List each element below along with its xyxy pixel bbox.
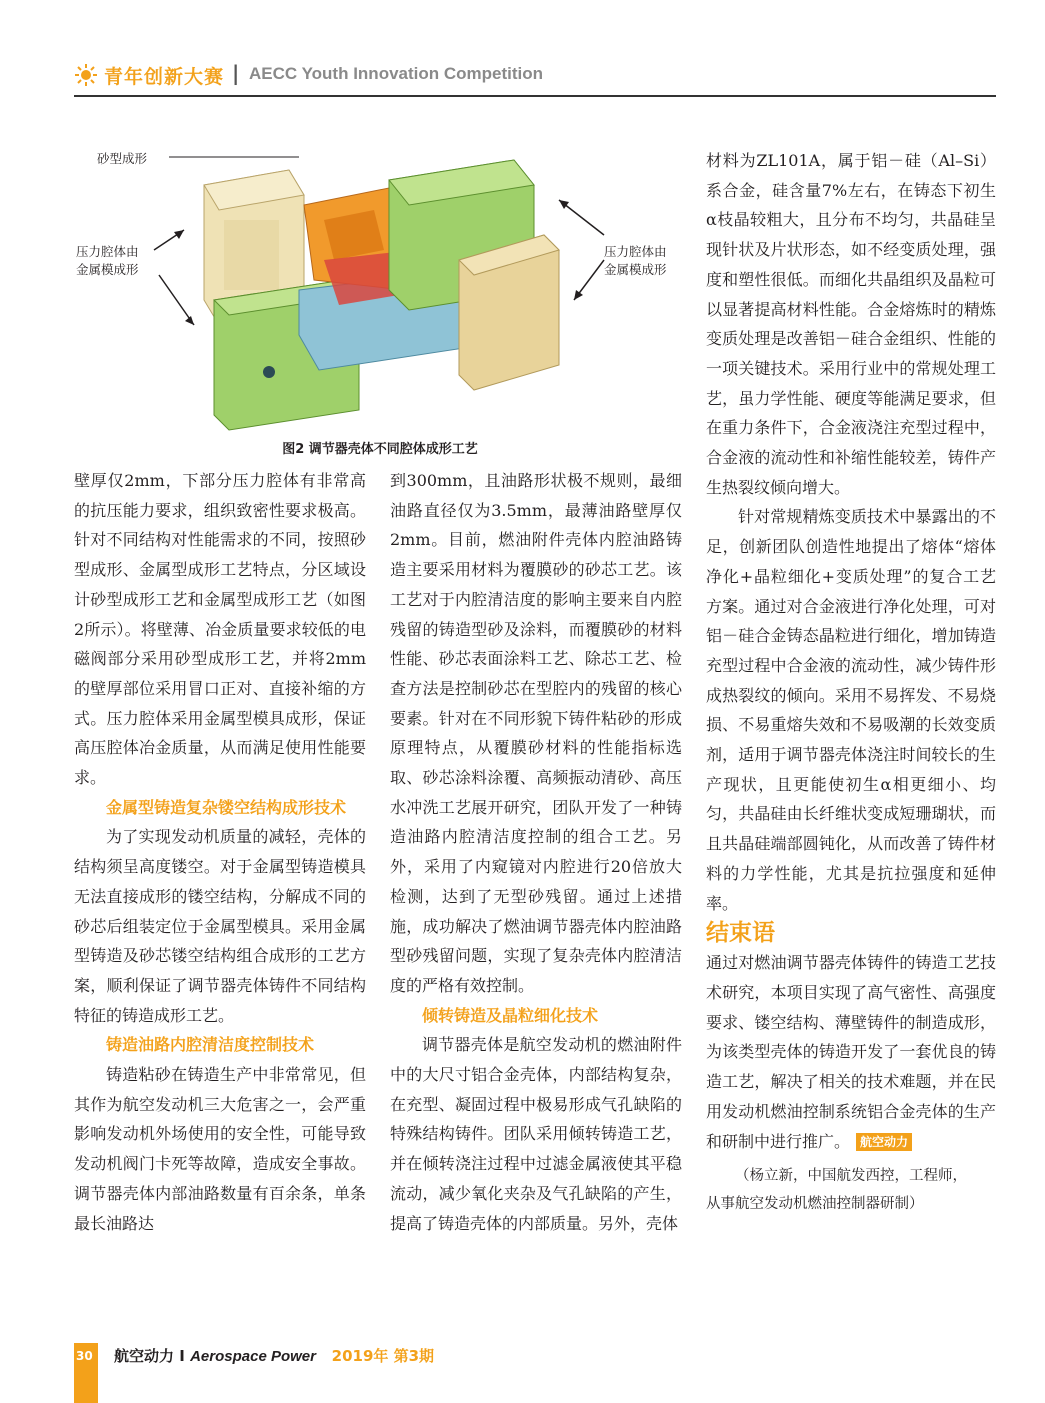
section-title-cn: 青年创新大赛 bbox=[104, 66, 225, 88]
header-rule bbox=[74, 95, 996, 97]
journal-name-en: Aerospace Power bbox=[190, 1348, 316, 1365]
sun-logo-icon bbox=[74, 63, 98, 87]
paragraph: 为了实现发动机质量的减轻，壳体的结构须呈高度镂空。对于金属型铸造模具无法直接成形的镂空结构，分解成不同的砂芯后组装定位于金属型模具。采用金属型铸造及砂芯镂空结构组合成形的工艺方案，顺利保证了调节器壳体铸件不同结构特征的铸造成形工艺。 bbox=[74, 827, 366, 1025]
page-header bbox=[74, 58, 996, 96]
mold-assembly-illustration bbox=[74, 140, 694, 440]
section-heading: 金属型铸造复杂镂空结构成形技术 bbox=[106, 797, 347, 817]
paragraph: 材料为ZL101A，属于铝－硅（Al–Si）系合金，硅含量7%左右，在铸态下初生α枝晶较粗大，且分布不均匀，共晶硅呈现针状及片状形态，如不经变质处理，强度和塑性很低。而细化共晶组织及晶粒可以显著提高材料性能。合金熔炼时的精炼变质处理是改善铝－硅合金组织、性能的一项关键技术。采用行业中的常规处理工艺，虽力学性能、硬度等能满足要求，但在重力条件下，合金液浇注充型过程中，合金液的流动性和补缩性能较差，铸件产生热裂纹倾向增大。 bbox=[706, 151, 996, 497]
column-3 bbox=[706, 146, 996, 1218]
footer-journal bbox=[114, 1345, 434, 1366]
paragraph: 铸造粘砂在铸造生产中非常常见，但其作为航空发动机三大危害之一，会严重影响发动机外场使用的安全性，可能导致发动机阀门卡死等故障，造成安全事故。调节器壳体内部油路数量有百余条，单条最长油路达 bbox=[74, 1065, 366, 1233]
paragraph: 针对常规精炼变质技术中暴露出的不足，创新团队创造性地提出了熔体“熔体净化+晶粒细化+变质处理”的复合工艺方案。通过对合金液进行净化处理，可对铝－硅合金铸态晶粒进行细化，增加铸造充型过程中合金液的流动性，减少铸件形成热裂纹的倾向。采用不易挥发、不易烧损、不易重熔失效和不易吸潮的长效变质剂，适用于调节器壳体浇注时间较长的生产现状，且更能使初生α相更细小、均匀，共晶硅由长纤维状变成短珊瑚状，而且共晶硅端部圆钝化，从而改善了铸件材料的力学性能，尤其是抗拉强度和延伸率。 bbox=[706, 507, 996, 913]
column-2 bbox=[390, 466, 682, 1238]
section-heading: 铸造油路内腔清洁度控制技术 bbox=[106, 1035, 315, 1055]
author-line-1: （杨立新，中国航发西控，工程师， bbox=[735, 1168, 967, 1185]
header-separator: | bbox=[232, 61, 240, 85]
author-line-2: 从事航空发动机燃油控制器研制） bbox=[706, 1196, 924, 1213]
figure-2 bbox=[74, 140, 694, 465]
section-heading: 倾转铸造及晶粒细化技术 bbox=[422, 1005, 599, 1025]
journal-separator: I bbox=[179, 1347, 185, 1365]
journal-tag: 航空动力 bbox=[856, 1133, 912, 1151]
conclusion-text: 通过对燃油调节器壳体铸件的铸造工艺技术研究，本项目实现了高气密性、高强度要求、镂空结构、薄壁铸件的制造成形，为该类型壳体的铸造开发了一套优良的铸造工艺，解决了相关的技术难题，并在民用发动机燃油控制系统铝合金壳体的生产和研制中进行推广。 bbox=[706, 953, 996, 1151]
paragraph: 壁厚仅2mm，下部分压力腔体有非常高的抗压能力要求，组织致密性要求极高。针对不同结构对性能需求的不同，按照砂型成形、金属型成形工艺特点，分区域设计砂型成形工艺和金属型成形工艺（如图2所示）。将壁薄、冶金质量要求较低的电磁阀部分采用砂型成形工艺，并将2mm的壁厚部位采用冒口正对、直接补缩的方式。压力腔体采用金属型模具成形，保证高压腔体冶金质量，从而满足使用性能要求。 bbox=[74, 471, 366, 788]
figure-caption: 图2 调节器壳体不同腔体成形工艺 bbox=[282, 442, 478, 457]
journal-name-cn: 航空动力 bbox=[114, 1347, 175, 1365]
journal-issue: 2019年 第3期 bbox=[331, 1347, 435, 1365]
section-title-en: AECC Youth Innovation Competition bbox=[249, 64, 544, 83]
paragraph bbox=[706, 948, 996, 1156]
page-number: 30 bbox=[76, 1349, 93, 1363]
conclusion-heading: 结束语 bbox=[706, 920, 775, 947]
label-metal-mold-right: 压力腔体由 金属模成形 bbox=[604, 244, 667, 277]
label-metal-mold-left: 压力腔体由 金属模成形 bbox=[76, 244, 139, 277]
label-sand-forming: 砂型成形 bbox=[97, 151, 148, 166]
column-1 bbox=[74, 466, 366, 1238]
paragraph: 到300mm，且油路形状极不规则，最细油路直径仅为3.5mm，最薄油路壁厚仅2mm。目前，燃油附件壳体内腔油路铸造主要采用材料为覆膜砂的砂芯工艺。该工艺对于内腔清洁度的影响主要来自内腔残留的铸造型砂及涂料，而覆膜砂的材料性能、砂芯表面涂料工艺、除芯工艺、检查方法是控制砂芯在型腔内的残留的核心要素。针对在不同形貌下铸件粘砂的形成原理特点，从覆膜砂材料的性能指标选取、砂芯涂料涂覆、高频振动清砂、高压水冲洗工艺展开研究，团队开发了一种铸造油路内腔清洁度控制的组合工艺。另外，采用了内窥镜对内腔进行20倍放大检测，达到了无型砂残留。通过上述措施，成功解决了燃油调节器壳体内腔油路型砂残留问题，实现了复杂壳体内腔清洁度的严格有效控制。 bbox=[390, 471, 682, 995]
paragraph: 调节器壳体是航空发动机的燃油附件中的大尺寸铝合金壳体，内部结构复杂，在充型、凝固过程中极易形成气孔缺陷的特殊结构铸件。团队采用倾转铸造工艺，并在倾转浇注过程中过滤金属液使其平稳流动，减少氧化夹杂及气孔缺陷的产生，提高了铸造壳体的内部质量。另外，壳体 bbox=[390, 1035, 682, 1233]
